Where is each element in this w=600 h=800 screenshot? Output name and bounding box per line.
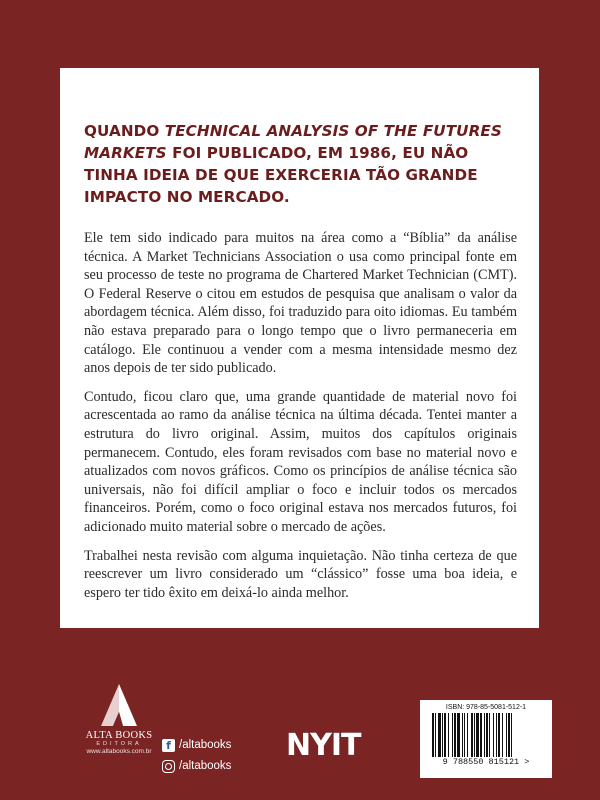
isbn-label: ISBN: 978-85-5081-512-1	[445, 704, 527, 711]
social-links	[162, 737, 231, 779]
instagram-icon	[162, 760, 175, 773]
barcode-bars	[430, 713, 542, 757]
barcode-box	[420, 700, 552, 778]
headline-part2: FOI PUBLICADO, EM 1986, EU NÃO TINHA IDEIA DE QUE EXERCERIA TÃO GRANDE IMPACTO NO MERCADO.	[84, 144, 478, 206]
paragraph-2: Contudo, ficou claro que, uma grande quantidade de material novo foi acrescentada ao ramo da análise técnica na última década. Tentei manter a estrutura do livro original. Assim, muitos dos capítulos originais permanecem. Contudo, eles foram revisados com base no material novo e atualizados com novos gráficos. Como os princípios de análise técnica são universais, não foi difícil ampliar o foco e incluir todos os mercados financeiros. Porém, como o foco original estava nos mercados futuros, foi adicionado muito material sobre o mercado de ações.	[84, 388, 517, 535]
facebook-link	[162, 737, 231, 753]
instagram-link	[162, 758, 231, 774]
imprint-logo: NYIT	[286, 728, 361, 763]
alta-books-mountain-icon	[99, 682, 139, 728]
facebook-handle: /altabooks	[179, 739, 232, 751]
paragraph-3: Trabalhei nesta revisão com alguma inquietação. Não tinha certeza de que reescrever um livro considerado um “clássico” fosse uma boa ideia, e espero ter tido êxito em deixá-lo ainda melhor.	[84, 547, 517, 601]
barcode-number: 9 788550 815121 >	[442, 757, 530, 767]
publisher-logo	[84, 682, 154, 768]
headline	[84, 120, 517, 208]
publisher-name: ALTA BOOKS	[85, 730, 153, 741]
facebook-icon: f	[162, 739, 175, 752]
publisher-url: www.altabooks.com.br	[86, 748, 152, 755]
headline-part1: QUANDO	[84, 122, 165, 140]
headline-book-title: TECHNICAL ANALYSIS OF THE FUTURES MARKETS	[84, 122, 502, 162]
paragraph-1: Ele tem sido indicado para muitos na área como a “Bíblia” da análise técnica. A Market Technicians Association o usa como principal fonte em seu processo de teste no programa de Chartered Market Technician (CMT). O Federal Reserve o citou em estudos de pesquisa que analisam o valor da abordagem técnica. Além disso, foi traduzido para oito idiomas. Eu também não estava preparado para o longo tempo que o livro permaneceria em catálogo. Ele continuou a vender com a mesma intensidade mesmo dez anos depois de ter sido publicado.	[84, 230, 517, 377]
text-panel	[60, 68, 539, 628]
instagram-handle: /altabooks	[179, 760, 232, 772]
publisher-subtitle: EDITORA	[96, 741, 142, 747]
